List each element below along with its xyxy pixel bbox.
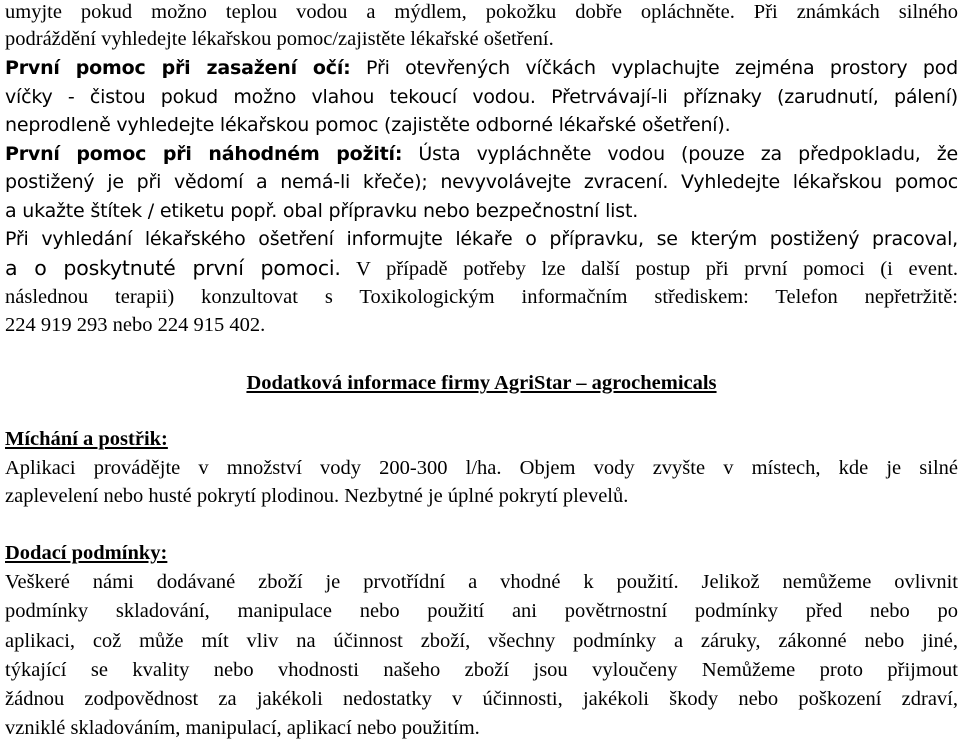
doctor-info-line-2a: a o poskytnuté první pomoci. (5, 256, 341, 280)
text-line (5, 169, 958, 196)
text-line (5, 255, 958, 282)
delivery-line-5: žádnou zodpovědnost za jakékoli nedostatky v účinnosti, jakékoli škody nebo poškození zdraví, (5, 688, 958, 710)
delivery-line-2: podmínky skladování, manipulace nebo použití ani povětrnostní podmínky před nebo po (5, 600, 958, 622)
text-line (5, 657, 958, 684)
first-aid-line-2: podráždění vyhledejte lékařskou pomoc/zajistěte lékařské ošetření. (5, 28, 554, 50)
mixing-title: Míchání a postřik: (5, 428, 168, 450)
text-line (5, 84, 958, 111)
doctor-info-line-4: 224 919 293 nebo 224 915 402. (5, 314, 266, 336)
text-line (5, 455, 958, 482)
eyes-first-aid-line-2: víčky - čistou pokud možno vlahou tekoucí vodou. (5, 86, 536, 108)
delivery-line-4: týkající se kvality nebo vhodnosti našeho zboží jsou vyloučeny Nemůžeme proto přijmout (5, 659, 958, 681)
text-line (5, 569, 958, 596)
doctor-info-line-3: následnou terapii) konzultovat s Toxikologickým informačním střediskem: Telefon nepřetržitě: (5, 286, 958, 308)
eyes-first-aid-label: První pomoc při zasažení očí: (5, 57, 351, 79)
first-aid-line-1: umyjte pokud možno teplou vodou a mýdlem, pokožku dobře opláchněte. Při známkách silného (5, 1, 958, 23)
ingestion-first-aid-label: První pomoc při náhodném požití: (5, 143, 403, 165)
ingestion-first-aid-line-3: a ukažte štítek / etiketu popř. obal přípravku nebo bezpečnostní list. (5, 200, 639, 222)
text-line (5, 686, 958, 713)
text-line (5, 55, 958, 82)
delivery-title: Dodací podmínky: (5, 542, 168, 564)
mixing-line-2: zaplevelení nebo husté pokrytí plodinou. Nezbytné je úplné pokrytí plevelů. (5, 485, 629, 507)
delivery-line-3: aplikaci, což může mít vliv na účinnost zboží, všechny podmínky a záruky, zákonné nebo jiné, (5, 630, 958, 652)
delivery-section (5, 540, 958, 739)
text-line (5, 598, 958, 625)
doctor-info-line-1: Při vyhledání lékařského ošetření informujte lékaře o přípravku, se kterým postižený pracoval, (5, 228, 958, 250)
text-line (5, 715, 480, 742)
additional-info-heading-text: Dodatková informace firmy AgriStar – agrochemicals (246, 372, 717, 394)
mixing-section (5, 426, 958, 507)
text-line (5, 628, 958, 655)
eyes-first-aid-line-3: neprodleně vyhledejte lékařskou pomoc (zajistěte odborné lékařské ošetření). (5, 114, 731, 136)
additional-info-heading (5, 370, 958, 397)
text-line (5, 0, 958, 26)
text-line (5, 26, 554, 53)
mixing-line-1: Aplikaci provádějte v množství vody 200-300 l/ha. Objem vody zvyšte v místech, kde je silné (5, 457, 958, 479)
text-line (5, 141, 958, 168)
text-line (5, 483, 628, 510)
text-line (5, 198, 638, 225)
text-line (5, 112, 730, 139)
text-line (5, 284, 958, 311)
eyes-first-aid-line-2-rest: Přetrvávají-li příznaky (zarudnutí, pálení) (535, 86, 958, 108)
ingestion-first-aid-line-2: postižený je při vědomí a nemá-li křeče); nevyvolávejte zvracení. Vyhledejte lékařskou pomoc (5, 171, 958, 193)
text-line (5, 226, 958, 253)
text-line (5, 312, 265, 339)
doctor-info-line-2b: V případě potřeby lze další postup při první pomoci (i event. (340, 258, 958, 280)
delivery-line-1: Veškeré námi dodávané zboží je prvotřídní a vhodné k použití. Jelikož nemůžeme ovlivnit (5, 571, 958, 593)
delivery-line-6: vzniklé skladováním, manipulací, aplikací nebo použitím. (5, 717, 480, 739)
ingestion-first-aid-text: Ústa vypláchněte vodou (pouze za předpokladu, že (402, 143, 958, 165)
eyes-first-aid-text: Při otevřených víčkách vyplachujte zejména prostory pod (350, 57, 958, 79)
